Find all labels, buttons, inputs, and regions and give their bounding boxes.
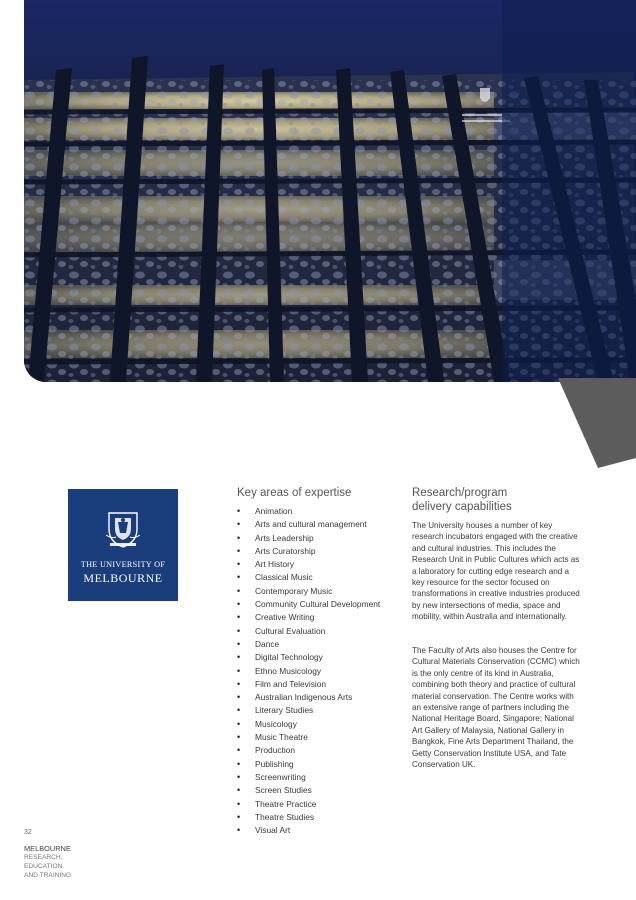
expertise-item: • Art History xyxy=(237,558,380,571)
grey-wedge xyxy=(558,378,636,468)
expertise-item: • Animation xyxy=(237,505,380,518)
crest-icon xyxy=(106,509,140,549)
navy-overlay-panel xyxy=(502,0,636,382)
expertise-item: • Music Theatre xyxy=(237,731,380,744)
research-paragraph-1: The University houses a number of key research incubators engaged with the creative and cultural industries. This includes the Research Unit in Public Cultures which acts as a laboratory for cutting edge research and a key resource for the sector focused on transformations in creative industries produced by new intersections of media, space and mobility, within Australia and internationally. xyxy=(412,521,580,622)
expertise-item: • Ethno Musicology xyxy=(237,665,380,678)
expertise-item: • Publishing xyxy=(237,758,380,771)
expertise-item: • Digital Technology xyxy=(237,651,380,664)
expertise-item: • Contemporary Music xyxy=(237,585,380,598)
footer-brand: MELBOURNE xyxy=(24,844,71,853)
footer-tagline xyxy=(24,853,71,880)
expertise-item: • Arts Curatorship xyxy=(237,545,380,558)
research-heading-line-1: Research/program xyxy=(412,487,508,499)
research-paragraph-2: The Faculty of Arts also houses the Centre for Cultural Materials Conservation (CCMC) which is the only centre of its kind in Australia, combining both theory and practice of cultural material conservation. The Centre works with an extensive range of partners including the National Heritage Board, Singapore; National Art Gallery of Malaysia, National Gallery in Bangkok, Fine Arts Department Thailand, the Getty Conservation Institute USA, and Tate Conservation UK. xyxy=(412,646,580,770)
logo-line-2: MELBOURNE xyxy=(83,571,163,585)
expertise-item: • Dance xyxy=(237,638,380,651)
expertise-item: • Theatre Practice xyxy=(237,798,380,811)
footer-tagline-line: RESEARCH, xyxy=(24,854,63,861)
expertise-item: • Production xyxy=(237,744,380,757)
footer-tagline-line: EDUCATION xyxy=(24,863,63,870)
expertise-item: • Arts Leadership xyxy=(237,532,380,545)
research-heading xyxy=(412,486,512,514)
expertise-item: • Arts and cultural management xyxy=(237,518,380,531)
expertise-item: • Literary Studies xyxy=(237,704,380,717)
expertise-item: • Classical Music xyxy=(237,571,380,584)
footer-tagline-line: AND TRAINING xyxy=(24,872,72,879)
expertise-item: • Visual Art xyxy=(237,824,380,837)
university-logo xyxy=(68,489,178,601)
expertise-item: • Australian Indigenous Arts xyxy=(237,691,380,704)
logo-line-1: THE UNIVERSITY OF xyxy=(80,560,166,569)
page-number: 32 xyxy=(24,829,32,836)
expertise-item: • Creative Writing xyxy=(237,611,380,624)
expertise-item: • Theatre Studies xyxy=(237,811,380,824)
hero-building-photo xyxy=(24,0,636,382)
expertise-heading: Key areas of expertise xyxy=(237,487,352,499)
grey-wedge-shape xyxy=(558,378,636,468)
expertise-item: • Musicology xyxy=(237,718,380,731)
expertise-item: • Community Cultural Development xyxy=(237,598,380,611)
research-heading-line-2: delivery capabilities xyxy=(412,501,512,513)
expertise-list xyxy=(237,505,380,837)
expertise-item: • Cultural Evaluation xyxy=(237,625,380,638)
expertise-item: • Screenwriting xyxy=(237,771,380,784)
expertise-item: • Film and Television xyxy=(237,678,380,691)
expertise-item: • Screen Studies xyxy=(237,784,380,797)
